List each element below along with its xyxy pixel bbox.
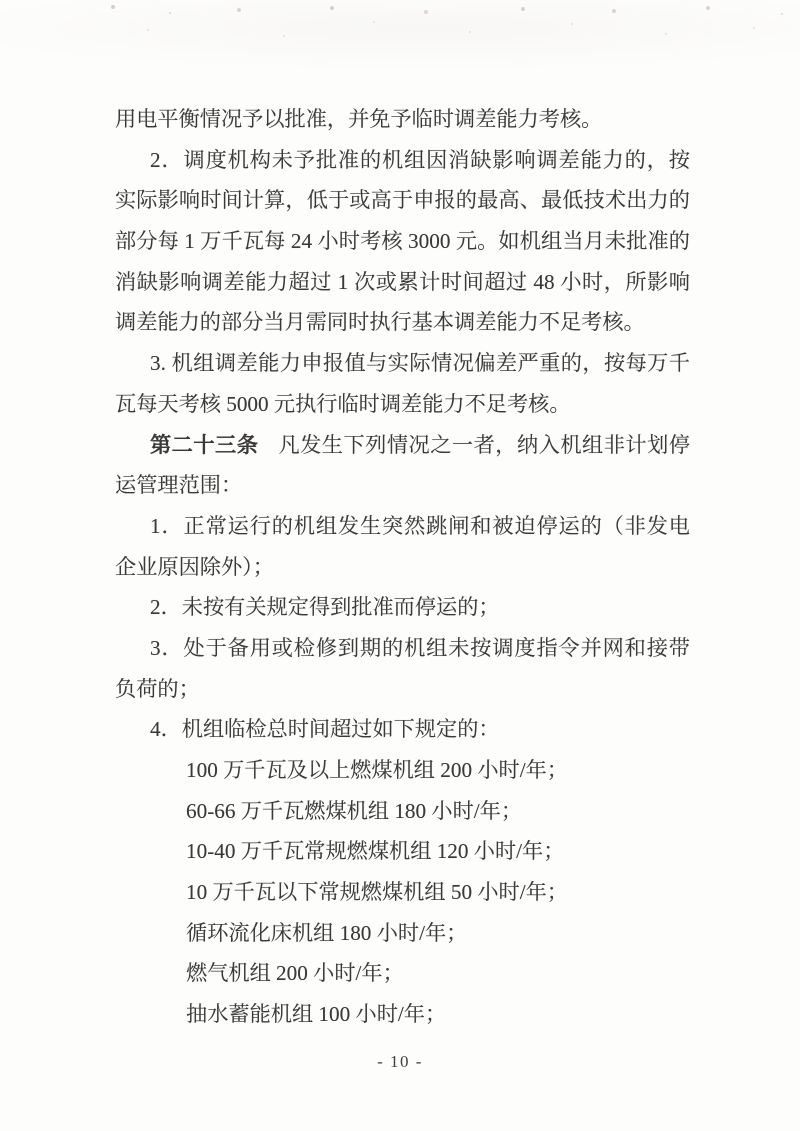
limit-sub-line: 60-66 万千瓦燃煤机组 180 小时/年；	[186, 798, 523, 823]
text-line: 企业原因除外）；	[115, 554, 274, 579]
text-line: 瓦每天考核 5000 元执行临时调差能力不足考核。	[115, 391, 571, 416]
limit-sub-line: 10-40 万千瓦常规燃煤机组 120 小时/年；	[186, 839, 565, 864]
text-line: 实际影响时间计算，低于或高于申报的最高、最低技术出力的	[115, 188, 690, 213]
limit-sub-line: 燃气机组 200 小时/年；	[186, 961, 404, 986]
text-line-item-3: 3. 机组调差能力申报值与实际情况偏差严重的，按每万千	[150, 351, 690, 376]
document-body	[115, 99, 690, 1035]
article-text: 凡发生下列情况之一者，纳入机组非计划停	[278, 432, 690, 457]
text-line: 负荷的；	[115, 676, 200, 701]
scan-noise-speckles	[0, 0, 2, 2]
text-line-item-4: 4．机组临检总时间超过如下规定的：	[150, 717, 500, 742]
limit-sub-line: 100 万千瓦及以上燃煤机组 200 小时/年；	[186, 758, 568, 782]
text-line-item-1: 1．正常运行的机组发生突然跳闸和被迫停运的（非发电	[150, 513, 690, 538]
text-line: 调差能力的部分当月需同时执行基本调差能力不足考核。	[115, 310, 645, 335]
limit-sub-line: 抽水蓄能机组 100 小时/年；	[186, 1002, 447, 1027]
text-line: 部分每 1 万千瓦每 24 小时考核 3000 元。如机组当月未批准的	[115, 229, 690, 254]
text-line: 运管理范围：	[115, 473, 243, 498]
text-line-item-2: 2．未按有关规定得到批准而停运的；	[150, 595, 500, 620]
text-line-item-3: 3．处于备用或检修到期的机组未按调度指令并网和接带	[150, 635, 690, 660]
text-line-item-2: 2．调度机构未予批准的机组因消缺影响调差能力的，按	[150, 147, 690, 172]
text-line: 用电平衡情况予以批准，并免予临时调差能力考核。	[115, 107, 603, 131]
limit-sub-line: 循环流化床机组 180 小时/年；	[186, 920, 468, 945]
page-number: - 10 -	[377, 1052, 423, 1071]
article-number: 第二十三条	[150, 432, 259, 457]
limit-sub-line: 10 万千瓦以下常规燃煤机组 50 小时/年；	[186, 880, 568, 905]
text-line: 消缺影响调差能力超过 1 次或累计时间超过 48 小时，所影响	[115, 269, 690, 294]
article-heading-line	[115, 425, 690, 466]
